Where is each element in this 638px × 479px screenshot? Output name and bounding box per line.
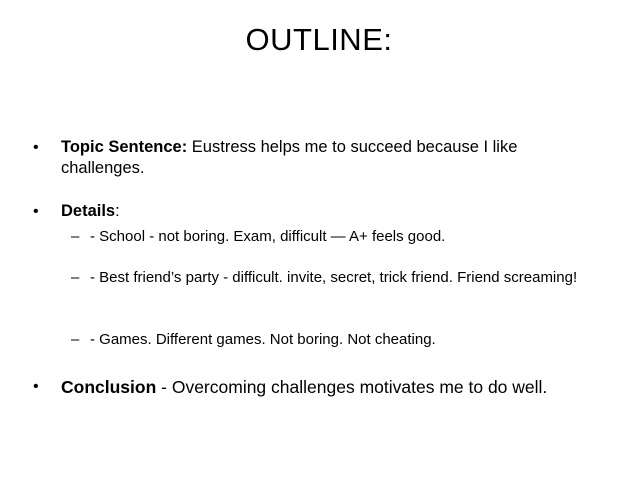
bullet-marker: • (33, 139, 39, 156)
details-text (61, 201, 603, 222)
dash-marker: – (71, 269, 80, 286)
bullet-marker: • (33, 203, 39, 220)
dash-marker: – (71, 331, 80, 348)
topic-sentence-text (61, 137, 603, 179)
list-item-detail-1 (71, 227, 591, 247)
list-item-detail-3 (71, 330, 591, 350)
conclusion-label: Conclusion (61, 377, 157, 397)
conclusion-text (61, 376, 603, 398)
details-label: Details (61, 202, 116, 220)
list-item-conclusion (33, 376, 603, 398)
bullet-marker: • (33, 378, 39, 395)
conclusion-body: - Overcoming challenges motivates me to do well. (156, 377, 548, 397)
topic-sentence-label: Topic Sentence: (61, 138, 188, 156)
details-suffix: : (115, 202, 120, 220)
detail-text: - Best friend’s party - difficult. invite, secret, trick friend. Friend screaming! (90, 269, 578, 286)
slide-title: OUTLINE: (245, 22, 393, 57)
list-item-details (33, 201, 603, 222)
detail-text: - Games. Different games. Not boring. Not cheating. (90, 331, 436, 348)
detail-text: - School - not boring. Exam, difficult — A+ feels good. (90, 228, 446, 245)
list-item-topic-sentence (33, 137, 603, 179)
dash-marker: – (71, 228, 80, 245)
list-item-detail-2 (71, 268, 591, 288)
topic-sentence-body: Eustress helps me to succeed because I like challenges. (61, 138, 518, 177)
